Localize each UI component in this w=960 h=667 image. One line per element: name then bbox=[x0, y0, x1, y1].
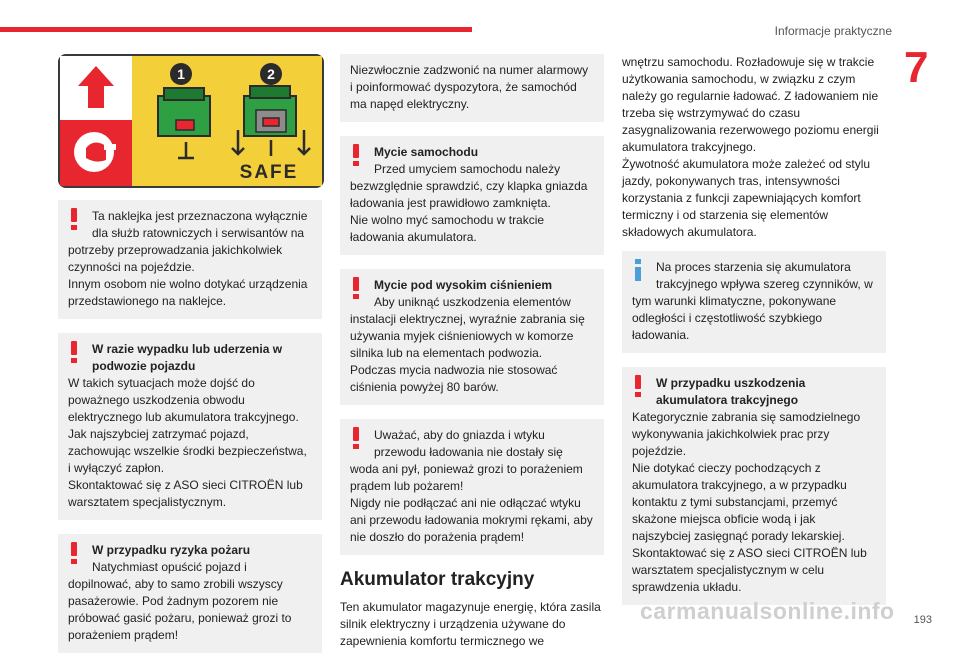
warning-icon bbox=[352, 427, 360, 449]
chapter-number: 7 bbox=[904, 43, 929, 92]
page-number: 193 bbox=[913, 614, 932, 626]
running-header: Informacje praktyczne bbox=[774, 24, 892, 38]
warning-icon bbox=[352, 144, 360, 166]
warning-box-washing bbox=[340, 136, 604, 255]
column-right bbox=[622, 54, 886, 619]
rescue-sticker-graphic bbox=[60, 56, 322, 186]
warning-lead: Ta naklejka jest przeznaczona wyłącznie dla służb ratowniczych i serwisantów na bbox=[92, 209, 308, 240]
warning-text: woda ani pył, ponieważ grozi to porażeniem prądem lub pożarem! Nigdy nie podłączać ani nie odłączać wtyku ani przewodu ładowania mokrymi rękami, aby nie doszło do porażenia prądem! bbox=[350, 462, 593, 544]
warning-text: instalacji elektrycznej, wyraźnie zabrania się używania myjek ciśnieniowych w komorze silnika lub na elementach podwozia. Podczas mycia nadwozia nie stosować ciśnienia powyżej 80 barów. bbox=[350, 312, 585, 394]
warning-title: Mycie samochodu bbox=[374, 145, 479, 159]
warning-text: Niezwłocznie zadzwonić na numer alarmowy i poinformować dyspozytora, że samochód ma napęd elektryczny. bbox=[350, 63, 589, 111]
warning-box-pressure-washing bbox=[340, 269, 604, 405]
warning-lead: Uważać, aby do gniazda i wtyku przewodu ładowania nie dostały się bbox=[374, 428, 563, 459]
warning-icon bbox=[70, 208, 78, 230]
info-icon bbox=[634, 259, 642, 281]
body-text: wnętrzu samochodu. Rozładowuje się w trakcie użytkowania samochodu, w związku z czym należy go regularnie ładować. Z ładowaniem nie trzeba się wstrzymywać do czasu zasygnalizowania rezerwowego poziomu energii akumulatora trakcyjnego. Żywotność akumulatora może zależeć od stylu jazdy, pokonywanych tras, intensywności korzystania z funkcji zapewniających komfort termiczny i od starzenia się elementów składowych akumulatora. bbox=[622, 55, 879, 239]
warning-title: Mycie pod wysokim ciśnieniem bbox=[374, 278, 553, 292]
warning-text: bezwzględnie sprawdzić, czy klapka gniazda ładowania jest prawidłowo zamknięta. Nie wolno myć samochodu w trakcie ładowania akumulatora. bbox=[350, 179, 588, 244]
warning-title: W przypadku ryzyka pożaru bbox=[92, 543, 251, 557]
column-left bbox=[58, 54, 322, 667]
watermark: carmanualsonline.info bbox=[640, 598, 895, 624]
warning-icon bbox=[70, 341, 78, 363]
warning-title: W razie wypadku lub uderzenia w podwozie pojazdu bbox=[92, 342, 283, 373]
warning-icon bbox=[352, 277, 360, 299]
warning-box-battery-damage bbox=[622, 367, 886, 605]
warning-text: Kategorycznie zabrania się samodzielnego wykonywania jakichkolwiek prac przy pojeździe. Nie dotykać cieczy pochodzących z akumulatora trakcyjnego, a w przypadku kontaktu z tymi substancjami, przemyć skażone miejsca obficie wodą i jak najszybciej zasięgnąć porady lekarskiej. Skontaktować się z ASO sieci CITROËN lub warsztatem specjalistycznym w celu sprawdzenia układu. bbox=[632, 410, 867, 594]
warning-text: potrzeby przeprowadzania jakichkolwiek czynności na pojeździe. Innym osobom nie wolno dotykać urządzenia przedstawionego na naklejce. bbox=[68, 243, 308, 308]
sticker-safe-label: SAFE bbox=[239, 162, 299, 183]
info-text: tym warunki klimatyczne, pokonywane odległości i częstotliwość szybkiego ładowania. bbox=[632, 294, 837, 342]
warning-lead: Aby uniknąć uszkodzenia elementów bbox=[374, 295, 571, 309]
warning-box-fire bbox=[58, 534, 322, 653]
warning-text: dopilnować, aby to samo zrobili wszyscy pasażerowie. Pod żadnym pozorem nie próbować gasić pożaru, ponieważ grozi to porażeniem prądem! bbox=[68, 577, 292, 642]
warning-box-sticker bbox=[58, 200, 322, 319]
warning-lead: Natychmiast opuścić pojazd i bbox=[92, 560, 247, 574]
info-lead: Na proces starzenia się akumulatora trakcyjnego wpływa szereg czynników, w bbox=[656, 260, 873, 291]
info-box-ageing bbox=[622, 251, 886, 353]
warning-text: W takich sytuacjach może dojść do poważnego uszkodzenia obwodu elektrycznego lub akumulatora trakcyjnego. Jak najszybciej zatrzymać pojazd, zachowując wszelkie środki bezpieczeństwa, i wyłączyć zapłon. Skontaktować się z ASO sieci CITROËN lub warsztatem specjalistycznym. bbox=[68, 376, 307, 509]
section-title: Akumulator trakcyjny bbox=[340, 569, 535, 590]
warning-lead: Przed umyciem samochodu należy bbox=[374, 162, 561, 176]
sticker-badge-1-label: 1 bbox=[177, 66, 185, 82]
warning-title: W przypadku uszkodzenia akumulatora trakcyjnego bbox=[656, 376, 806, 407]
warning-box-socket bbox=[340, 419, 604, 555]
section-intro: Ten akumulator magazynuje energię, która zasila silnik elektryczny i urządzenia używane do zapewnienia komfortu termicznego we bbox=[340, 600, 601, 648]
warning-icon bbox=[70, 542, 78, 564]
sticker-badge-2-label: 2 bbox=[267, 66, 275, 82]
warning-box-accident bbox=[58, 333, 322, 520]
header-accent-bar bbox=[0, 27, 472, 32]
warning-icon bbox=[634, 375, 642, 397]
rescue-sticker bbox=[58, 54, 324, 188]
column-middle bbox=[340, 54, 604, 650]
warning-box-continued bbox=[340, 54, 604, 122]
